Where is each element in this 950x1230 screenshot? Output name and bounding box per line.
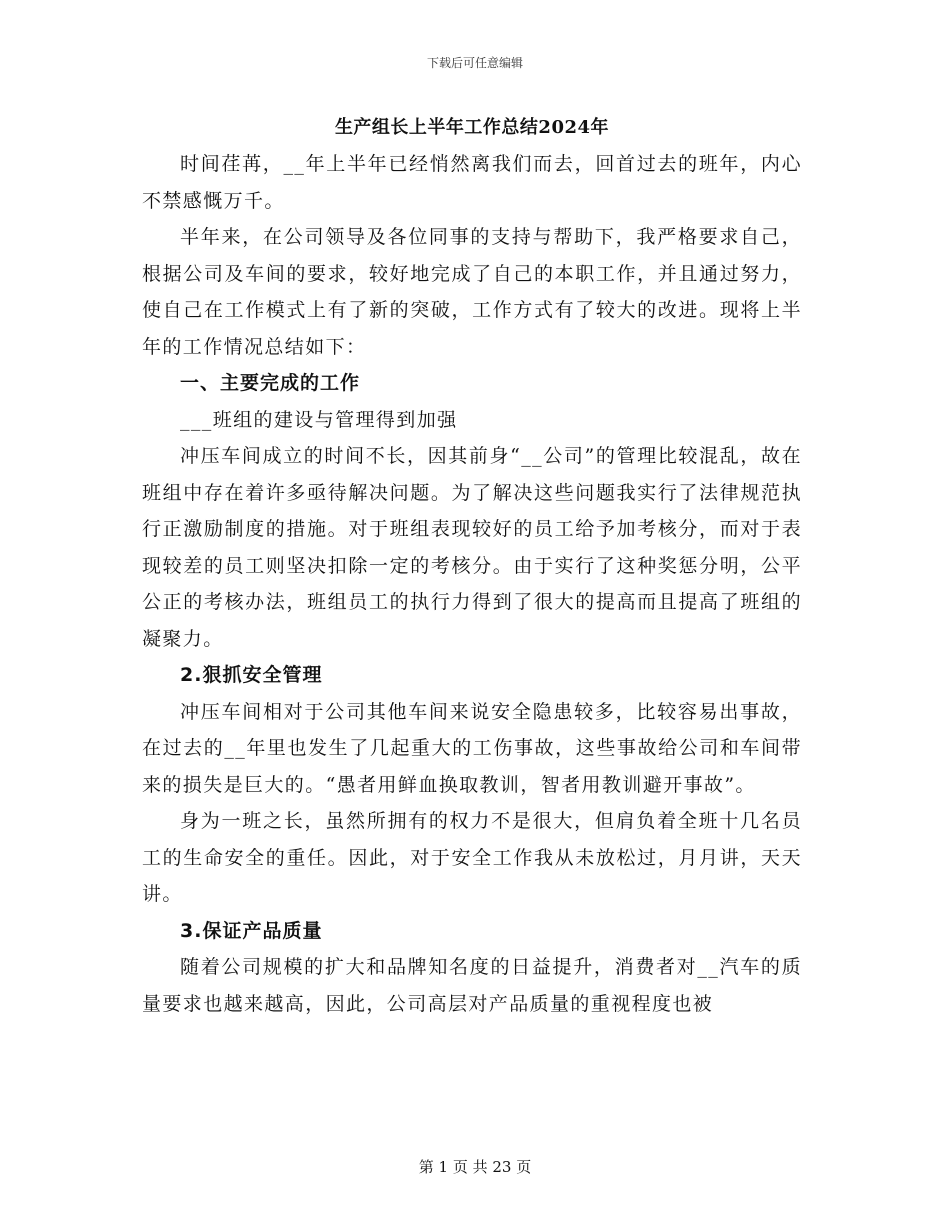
paragraph-intro: 时间荏苒，__年上半年已经悄然离我们而去，回首过去的班年，内心不禁感慨万千。 xyxy=(142,153,802,212)
page-number: 第 1 页 共 23 页 xyxy=(418,1158,532,1176)
header-note: 下载后可任意编辑 xyxy=(426,56,523,70)
subheading-team-building: ___班组的建设与管理得到加强 xyxy=(180,408,458,431)
paragraph-team-management: 冲压车间成立的时间不长，因其前身“__公司”的管理比较混乱，故在班组中存在着许多亟待解决问题。为了解决这些问题我实行了法律规范执行正激励制度的措施。对于班组表现较好的员工给予加考核分，而对于表现较差的员工则坚决扣除一定的考核分。由于实行了这种奖惩分明，公平公正的考核办法，班组员工的执行力得到了很大的提高而且提高了班组的凝聚力。 xyxy=(142,445,802,650)
paragraph-safety-risks: 冲压车间相对于公司其他车间来说安全隐患较多，比较容易出事故，在过去的__年里也发生了几起重大的工伤事故，这些事故给公司和车间带来的损失是巨大的。“愚者用鲜血换取教训，智者用教训避开事故”。 xyxy=(142,700,802,796)
paragraph-safety-responsibility: 身为一班之长，虽然所拥有的权力不是很大，但肩负着全班十几名员工的生命安全的重任。因此，对于安全工作我从未放松过，月月讲，天天讲。 xyxy=(142,810,802,905)
document-body xyxy=(142,113,802,1022)
document-title: 生产组长上半年工作总结2024年 xyxy=(334,117,610,138)
section-heading-main-work: 一、主要完成的工作 xyxy=(180,372,361,394)
paragraph-quality: 随着公司规模的扩大和品牌知名度的日益提升，消费者对__汽车的质量要求也越来越高，因此，公司高层对产品质量的重视程度也被 xyxy=(142,956,802,1015)
section-heading-quality: 3.保证产品质量 xyxy=(180,919,323,942)
paragraph-summary: 半年来，在公司领导及各位同事的支持与帮助下，我严格要求自己，根据公司及车间的要求，较好地完成了自己的本职工作，并且通过努力，使自己在工作模式上有了新的突破，工作方式有了较大的改进。现将上半年的工作情况总结如下： xyxy=(142,226,802,358)
section-heading-safety: 2.狠抓安全管理 xyxy=(180,664,323,686)
